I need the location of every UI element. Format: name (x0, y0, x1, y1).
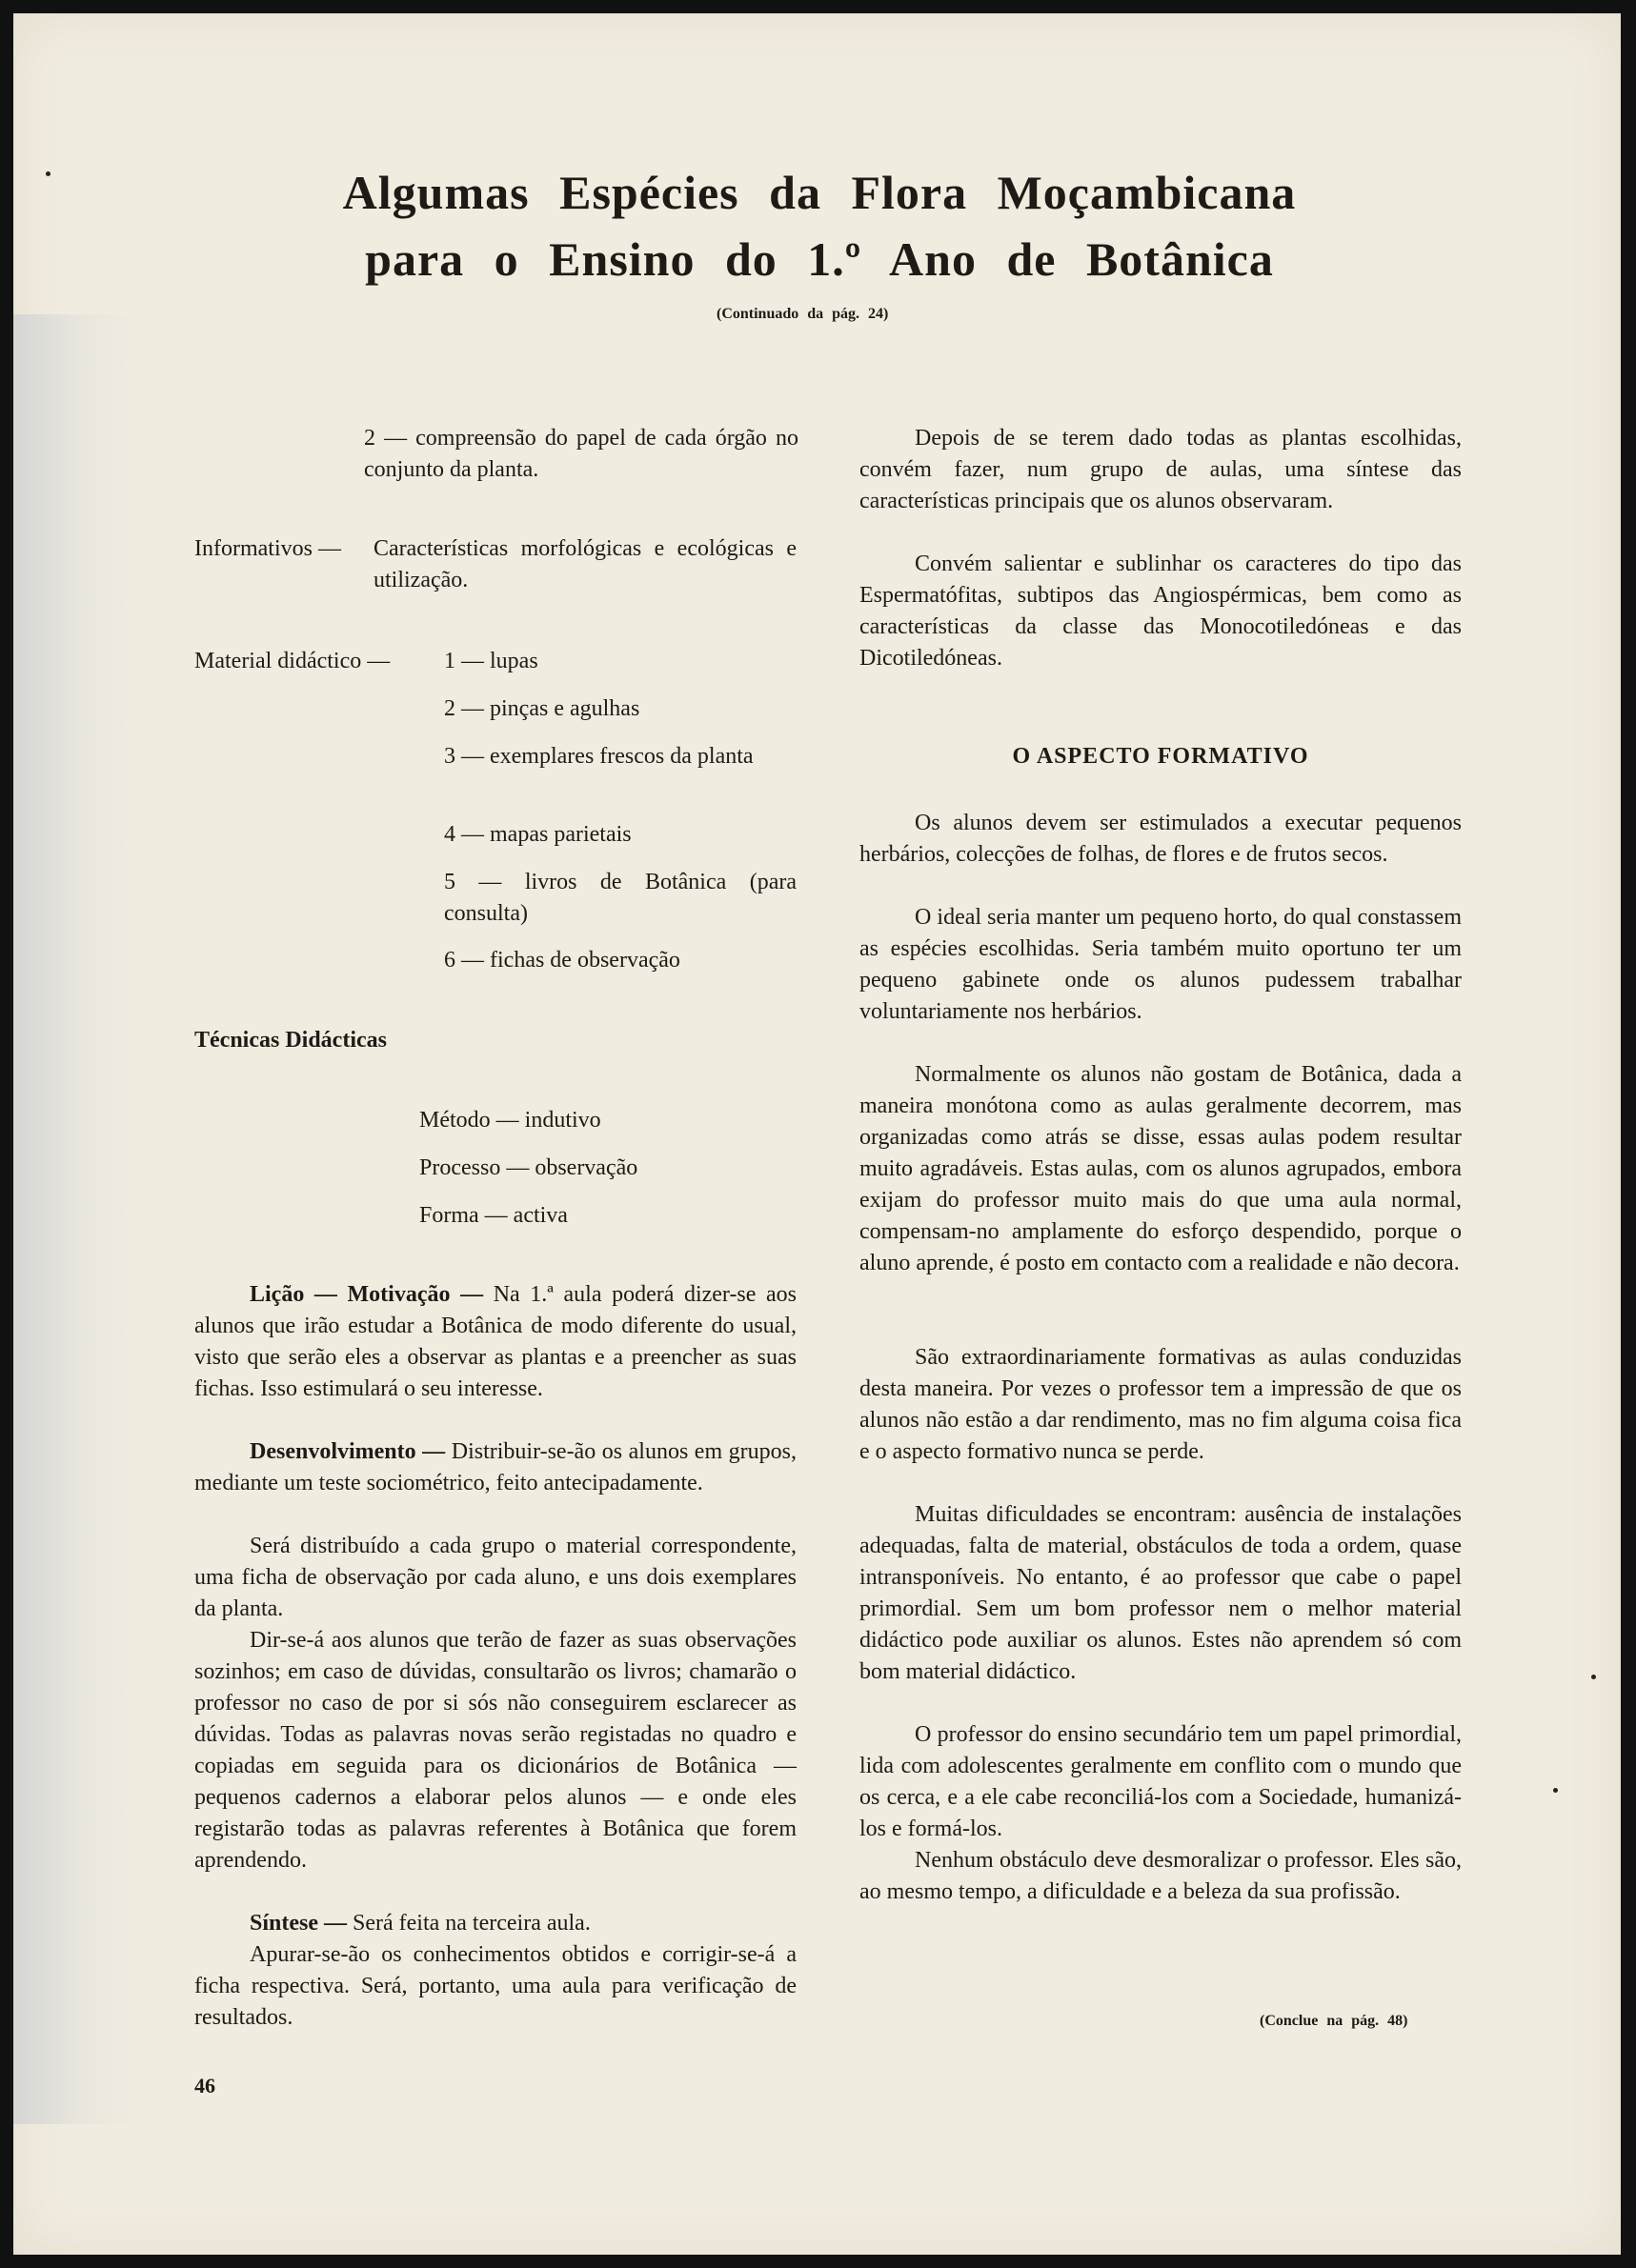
page-number: 46 (194, 2074, 215, 2097)
paragraph: Normalmente os alunos não gostam de Botânica, dada a maneira monótona como as aulas geralmente decorrem, mas organizadas como atrás se disse, essas aulas podem resultar muito agradáveis. Estas aulas, com os alunos agrupados, embora exijam do professor muito mais do que uma aula normal, compensam-no amplamente do esforço despendido, porque o aluno aprende, é posto em contacto com a realidade e não decora. (859, 1062, 1462, 1275)
ink-spot (1591, 1675, 1596, 1679)
article-title-line1: Algumas Espécies da Flora Moçambicana (342, 166, 1297, 219)
informativos-text: Características morfológicas e ecológicas e utilização. (374, 536, 797, 592)
material-item: 5 — livros de Botânica (para consulta) (444, 870, 797, 926)
continuation-note: (Continuado da pág. 24) (717, 306, 889, 322)
processo-line: Processo — observação (419, 1155, 638, 1180)
metodo-line: Método — indutivo (419, 1108, 601, 1133)
paragraph: O ideal seria manter um pequeno horto, do qual constassem as espécies escolhidas. Seria também muito oportuno ter um pequeno gabinete onde os alunos pudessem trabalhar voluntariamente nos herbários. (859, 905, 1462, 1024)
paragraph: Dir-se-á aos alunos que terão de fazer as suas observações sozinhos; em caso de dúvidas, consultarão os livros; chamarão o professor no caso de por si sós não conseguirem esclarecer as dúvidas. Todas as palavras novas serão registadas no quadro e copiadas em seguida para os dicionários de Botânica — pequenos cadernos a elaborar pelos alunos — e onde eles registarão todas as palavras referentes à Botânica que forem aprendendo. (194, 1628, 797, 1873)
forma-line: Forma — activa (419, 1203, 568, 1228)
paragraph: São extraordinariamente formativas as aulas conduzidas desta maneira. Por vezes o professor tem a impressão de que os alunos não estão a dar rendimento, mas no fim alguma coisa fica e o aspecto formativo nunca se perde. (859, 1345, 1462, 1464)
informativos-label: Informativos — (194, 536, 341, 561)
paragraph: O professor do ensino secundário tem um papel primordial, lida com adolescentes geralmente em conflito com o mundo que os cerca, e a ele cabe reconciliá-los com a Sociedade, humanizá-los e formá-los. (859, 1722, 1462, 1841)
paragraph: Apurar-se-ão os conhecimentos obtidos e corrigir-se-á a ficha respectiva. Será, portanto, uma aula para verificação de resultados. (194, 1942, 797, 2030)
paragraph: Será distribuído a cada grupo o material correspondente, uma ficha de observação por cada aluno, e uns dois exemplares da planta. (194, 1534, 797, 1621)
material-item: 3 — exemplares frescos da planta (444, 744, 754, 769)
material-item: 2 — pinças e agulhas (444, 696, 640, 721)
torn-edge (13, 314, 137, 2124)
paragraph: Muitas dificuldades se encontram: ausência de instalações adequadas, falta de material, obstáculos de toda a ordem, quase intransponíveis. No entanto, é ao professor que cabe o papel primordial. Sem um bom professor nem o melhor material didáctico pode auxiliar os alunos. Estes não aprendem só com bom material didáctico. (859, 1502, 1462, 1684)
paragraph: Convém salientar e sublinhar os caracteres do tipo das Espermatófitas, subtipos das Angiospérmicas, bem como as características da classe das Monocotiledóneas e das Dicotiledóneas. (859, 552, 1462, 671)
ink-spot (46, 171, 50, 176)
sintese-paragraph: Síntese — Será feita na terceira aula. (250, 1911, 591, 1936)
material-item: 4 — mapas parietais (444, 822, 632, 847)
objective-item: 2 — compreensão do papel de cada órgão no conjunto da planta. (364, 426, 798, 482)
material-label: Material didáctico — (194, 649, 391, 673)
conclusion-note: (Conclue na pág. 48) (1260, 2013, 1408, 2029)
paragraph: Os alunos devem ser estimulados a executar pequenos herbários, colecções de folhas, de flores e de frutos secos. (859, 811, 1462, 867)
article-title-line2: para o Ensino do 1.º Ano de Botânica (365, 232, 1274, 286)
material-item: 1 — lupas (444, 649, 538, 673)
material-item: 6 — fichas de observação (444, 948, 680, 973)
licao-paragraph: Lição — Motivação — Na 1.ª aula poderá dizer-se aos alunos que irão estudar a Botânica de modo diferente do usual, visto que serão eles a observar as plantas e a preencher as suas fichas. Isso estimulará o seu interesse. (194, 1282, 798, 1401)
desenvolvimento-paragraph: Desenvolvimento — Distribuir-se-ão os alunos em grupos, mediante um teste sociométrico, feito antecipadamente. (194, 1439, 797, 1495)
tecnicas-heading: Técnicas Didácticas (194, 1028, 387, 1053)
paragraph: Depois de se terem dado todas as plantas escolhidas, convém fazer, num grupo de aulas, uma síntese das características principais que os alunos observaram. (859, 426, 1462, 513)
section-heading: O ASPECTO FORMATIVO (1012, 744, 1309, 769)
paragraph: Nenhum obstáculo deve desmoralizar o professor. Eles são, ao mesmo tempo, a dificuldade e a beleza da sua profissão. (859, 1848, 1462, 1904)
ink-spot (1553, 1788, 1558, 1793)
